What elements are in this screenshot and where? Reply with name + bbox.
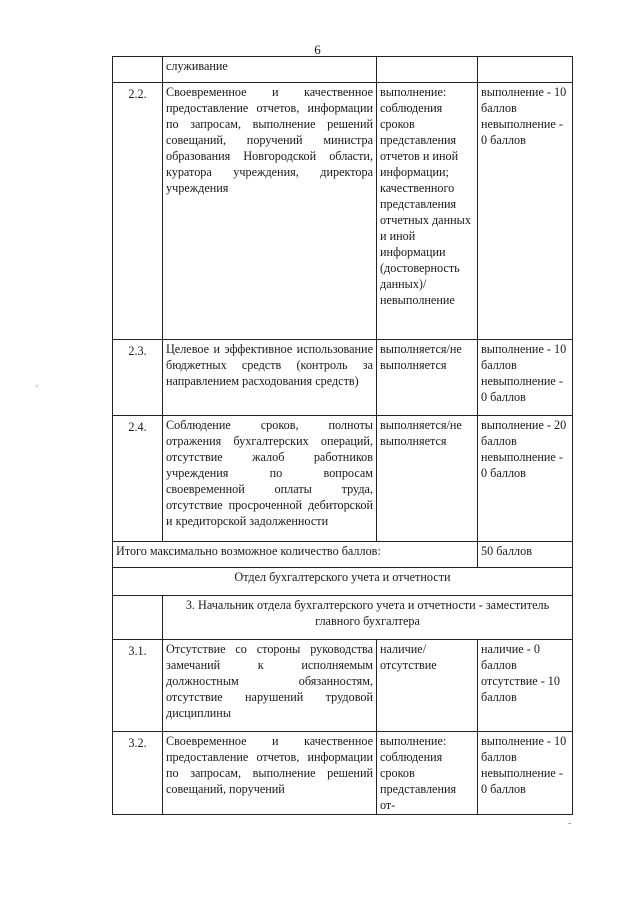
points-value: выполнение - 10 баллов невыполнение - 0 баллов [478, 83, 573, 340]
evaluation-criteria-table [112, 56, 573, 815]
table-row [113, 57, 573, 83]
points-value: наличие - 0 баллов отсутствие - 10 баллов [478, 640, 573, 732]
scan-artifact: - [568, 818, 572, 829]
indicator-description: Своевременное и качественное предоставление отчетов, информации по запросам, выполнение решений совещаний, поручений [163, 732, 377, 815]
table-row [113, 83, 573, 340]
table-row [113, 640, 573, 732]
position-header-row [113, 596, 573, 640]
scan-artifact: ' [36, 384, 38, 395]
total-row [113, 542, 573, 568]
row-number [113, 57, 163, 83]
row-number: 2.2. [113, 83, 163, 340]
indicator-description: Соблюдение сроков, полноты отражения бухгалтерских операций, отсутствие жалоб работников учреждения по вопросам своевременной оплаты труда, отсутствие просроченной дебиторской и кредиторской задолженности [163, 416, 377, 542]
department-header-row [113, 568, 573, 596]
table-row [113, 416, 573, 542]
points-value [478, 57, 573, 83]
points-value: выполнение - 10 баллов невыполнение - 0 баллов [478, 340, 573, 416]
evaluation-criterion: наличие/отсутствие [377, 640, 478, 732]
indicator-description: Отсутствие со стороны руководства замечаний к исполняемым должностным обязанностям, отсутствие нарушений трудовой дисциплины [163, 640, 377, 732]
evaluation-criterion: выполняется/не выполняется [377, 416, 478, 542]
row-number: 3.1. [113, 640, 163, 732]
position-title: 3. Начальник отдела бухгалтерского учета и отчетности - заместитель главного бухгалтера [163, 596, 573, 640]
indicator-description: Целевое и эффективное использование бюджетных средств (контроль за направлением расходования средств) [163, 340, 377, 416]
total-label: Итого максимально возможное количество баллов: [113, 542, 478, 568]
table-row [113, 732, 573, 815]
evaluation-criterion: выполнение: соблюдения сроков представления от- [377, 732, 478, 815]
total-value: 50 баллов [478, 542, 573, 568]
evaluation-criterion: выполняется/не выполняется [377, 340, 478, 416]
page-number: 6 [314, 42, 321, 57]
department-title: Отдел бухгалтерского учета и отчетности [113, 568, 573, 596]
indicator-description: Своевременное и качественное предоставление отчетов, информации по запросам, выполнение решений совещаний, поручений министра образования Новгородской области, куратора учреждения, директора учреждения [163, 83, 377, 340]
indicator-description: служивание [163, 57, 377, 83]
row-number: 3.2. [113, 732, 163, 815]
points-value: выполнение - 10 баллов невыполнение - 0 баллов [478, 732, 573, 815]
evaluation-criterion [377, 57, 478, 83]
table-row [113, 340, 573, 416]
points-value: выполнение - 20 баллов невыполнение - 0 баллов [478, 416, 573, 542]
evaluation-criterion: выполнение: соблюдения сроков представления отчетов и иной информации; качественного представления отчетных данных и иной информации (достоверность данных)/невыполнение [377, 83, 478, 340]
row-number: 2.4. [113, 416, 163, 542]
row-number: 2.3. [113, 340, 163, 416]
empty-cell [113, 596, 163, 640]
